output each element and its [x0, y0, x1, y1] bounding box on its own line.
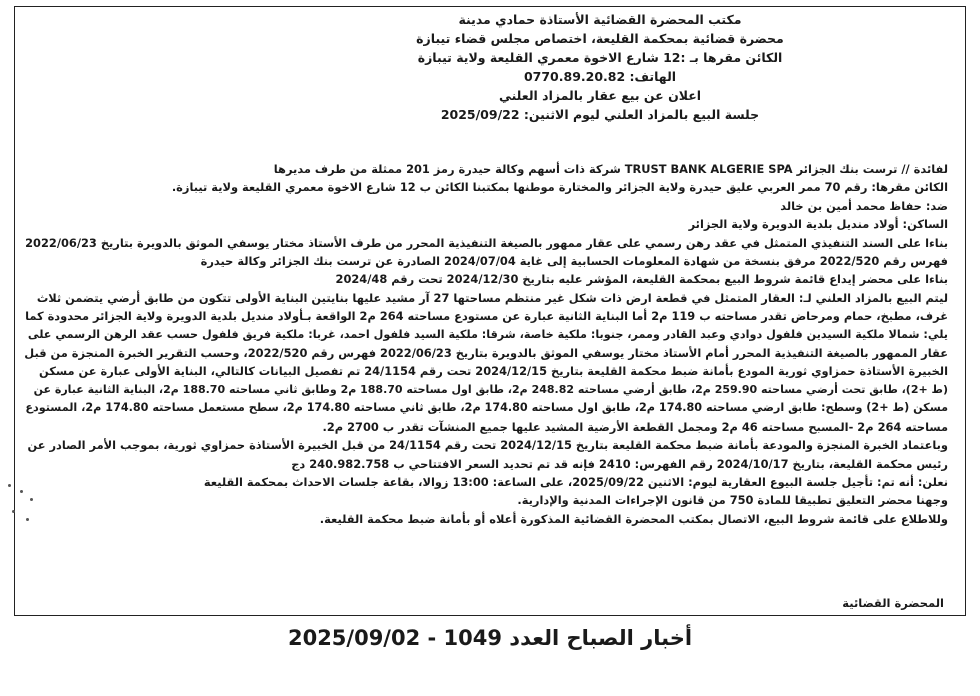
legal-basis-line-3: بناءا على محضر إيداع قائمة شروط البيع بمحكمة القليعة، المؤشر عليه بتاريخ 2024/12/30 تحت رقم 2024/48 — [335, 272, 948, 287]
notice-header — [250, 10, 950, 124]
beneficiary-address: الكائن مقرها: رقم 70 ممر العربي عليق حيدرة ولاية الجزائر والمختارة موطنها بمكتبنا الكائن ب 12 شارع الاخوة معمري القليعة ولاية تيبازة. — [171, 180, 948, 195]
posting-line: وجهنا محضر التعليق تطبيقا للمادة 750 من قانون الإجراءات المدنية والإدارية. — [517, 493, 948, 508]
office-address: الكائن مقرها بـ :12 شارع الاخوة معمري القليعة ولاية تيبازة — [417, 50, 783, 65]
property-description-line-8: مساحته 264 م2 -المسبح مساحته 46 م2 ومجمل القطعة الأرضية المشيد عليها جميع المنشآت تقدر ب 2700 م2. — [322, 419, 948, 434]
property-description-line-3: يلي: شمالا ملكية السيدين فلفول دوادي وعبد القادر وممر، جنوبا: ملكية خاصة، شرقا: ملكية السيد فلفول احمد، غربا: ملكية فريق فلفول حسب عقد الرهن الرسمي على — [27, 327, 948, 341]
signature: المحضرة القضائية — [842, 596, 944, 610]
property-description-line-2: غرف، مطبخ، حمام ومرحاض تقدر مساحته ب 119 م2 أما البناية الثانية عبارة عن مستودع مساحته 264 م2 الواقعة بـأولاد منديل بلدية الدويرة ولاية الجزائر محدودة كما — [25, 309, 948, 324]
valuation-line-2: رئيس محكمة القليعة، بتاريخ 2024/10/17 رقم الفهرس: 2410 فإنه قد تم تحديد السعر الافتتاحي ب 240.982.758 دج — [291, 456, 948, 471]
notice-title: اعلان عن بيع عقار بالمزاد العلني — [498, 88, 702, 103]
legal-basis-line-1: بناءا على السند التنفيذي المتمثل في عقد رهن رسمي على عقار ممهور بالصيغة التنفيذية المحرر من طرف الأستاذ مختار يوسفي الموثق بالدويرة بتاريخ 2022/06/23 — [25, 235, 948, 250]
scan-specks — [0, 480, 40, 540]
office-name: مكتب المحضرة القضائية الأستاذة حمادي مدينة — [458, 12, 742, 27]
newspaper-footer — [0, 626, 980, 650]
property-description-line-6: (ط +2)، طابق تحت أرضي مساحته 259.90 م2، طابق أرضي مساحته 248.82 م2، طابق اول مساحته 188.70 م2 وطابق ثاني مساحته 188.70 م2، البناية الثانية عبارة عن — [33, 382, 948, 396]
contact-line: وللاطلاع على قائمة شروط البيع، الاتصال بمكتب المحضرة القضائية المذكورة أعلاه أو بأمانة ضبط محكمة القليعة. — [319, 511, 948, 526]
issue-info: أخبار الصباح العدد 1049 - 2025/09/02 — [287, 626, 693, 650]
auction-session-date: جلسة البيع بالمزاد العلني ليوم الاثنين: 2025/09/22 — [440, 107, 760, 122]
legal-basis-line-2: فهرس رقم 2022/520 مرفق بنسخة من شهادة المعلومات الحسابية إلى غاية 2024/07/04 الصادرة عن ترست بنك الجزائر وكالة حيدرة — [200, 254, 948, 269]
announcement-line: نعلن: أنه تم: تأجيل جلسة البيوع العقارية ليوم: الاثنين 2025/09/22، على الساعة: 13:00 زوالا، بقاعة جلسات الاحداث بمحكمة القليعة — [203, 474, 948, 489]
property-description-line-7: مسكن (ط +2) وسطح: طابق ارضي مساحته 174.80 م2، طابق اول مساحته 174.80 م2، طابق ثاني مساحته 174.80 م2، سطح مستعمل مساحته 174.80 م2، المستودع — [25, 401, 948, 415]
office-phone: الهاتف: 0770.89.20.82 — [523, 69, 677, 84]
property-description-line-4: عقار الممهور بالصيغة التنفيذية المحرر أمام الأستاذ مختار يوسفي الموثق بالدويرة بتاريخ 2022/06/23 فهرس رقم 2022/520، وحسب التقرير الخبرة المنجزة من قبل — [24, 346, 948, 361]
property-description-line-1: ليتم البيع بالمزاد العلني لـ: العقار المتمثل في قطعة ارض ذات شكل غير منتظم مساحتها 27 آر مشيد عليها بنايتين البناية الأولى تتكون من طابق أرضي يتضمن ثلاث — [36, 290, 948, 305]
office-jurisdiction: محضرة قضائية بمحكمة القليعة، اختصاص مجلس قضاء تيبازة — [416, 31, 784, 46]
property-description-line-5: الخبيرة الأستاذة حمزاوي ثورية المودع بأمانة ضبط محكمة القليعة بتاريخ 2024/12/15 تحت رقم 24/1154 تم تفصيل البيانات كالتالي، البناية الأولى عبارة عن مسكن — [39, 364, 948, 379]
notice-body — [24, 160, 948, 528]
defendant-residence: الساكن: أولاد منديل بلدية الدويرة ولاية الجزائر — [688, 217, 948, 232]
beneficiary-line: لفائدة // ترست بنك الجزائر TRUST BANK ALGERIE SPA شركة ذات أسهم وكالة حيدرة رمز 201 ممثلة من طرف مديرها — [273, 162, 948, 176]
valuation-line-1: وباعتماد الخبرة المنجزة والمودعة بأمانة ضبط محكمة القليعة بتاريخ 2024/12/15 تحت رقم 24/1154 من قبل الخبيرة الأستاذة حمزاوي ثورية، بموجب الأمر الصادر عن — [27, 438, 948, 453]
defendant-line: ضد: حفاظ محمد أمين بن خالد — [780, 198, 948, 213]
